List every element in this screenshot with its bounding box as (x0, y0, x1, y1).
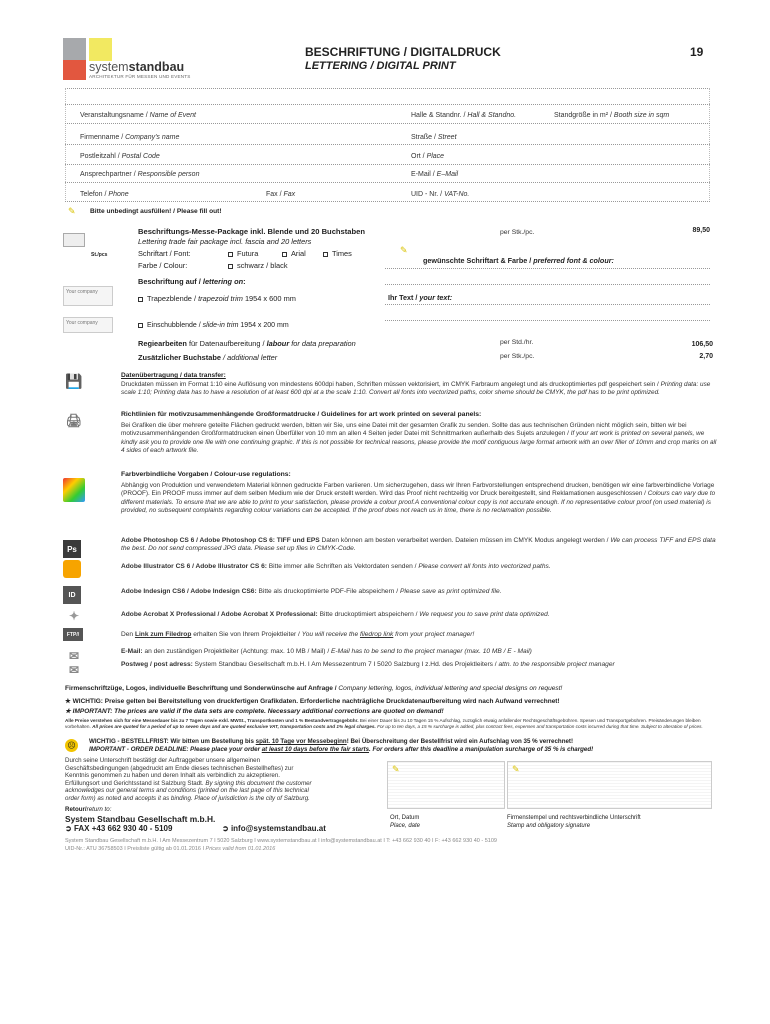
pen-icon: ✎ (68, 206, 76, 216)
your-text-line[interactable] (385, 304, 710, 305)
sample-slide-icon: Your company (63, 317, 113, 333)
footer-validity: UID-Nr.: ATU 36758503 I Preisliste gültig ab 01.01.2016 I Prices valid from 01.01.2016 (65, 846, 276, 852)
colour-option-black[interactable]: schwarz / black (228, 261, 288, 270)
page-title: BESCHRIFTUNG / DIGITALDRUCK (305, 45, 501, 59)
data-transfer-body: Druckdaten müssen im Format 1:10 eine Auflösung von mindestens 600dpi haben, Schriften müssen vektorisiert, im CMYK Farbraum angelegt und als druckoptimiertes pdf gespeichert sein / Printing data: use scale 1:10; Printing data has to have a resolution of at least 600 dpi at a the scale 1:10. Convert all fonts into vectorized paths, color sheme should be CMYK, the pdf has to be print optimized. (121, 381, 711, 397)
email-icon: ✉ (68, 649, 80, 663)
package-title: Beschriftungs-Messe-Package inkl. Blende und 20 Buchstaben (138, 227, 366, 236)
event-name-field[interactable]: Veranstaltungsname / Name of Event (80, 112, 196, 119)
street-field[interactable]: Straße / Street (411, 134, 457, 141)
package-icon-fascia (63, 233, 85, 247)
pen-icon: ✎ (512, 764, 520, 774)
return-fax: ➲ FAX +43 662 930 40 - 5109 (65, 824, 173, 833)
illustrator-text: Adobe Illustrator CS 6 / Adobe Illustrator CS 6: Bitte immer alle Schriften als Vektordaten senden / Please convert all fonts into vectorized paths. (121, 563, 551, 570)
ftp-icon: FTP// (63, 628, 83, 641)
checkbox-icon[interactable] (138, 297, 143, 302)
extra-letter-price: 2,70 (699, 353, 713, 360)
acrobat-icon: ✦ (68, 609, 80, 623)
font-option-arial[interactable]: Arial (282, 249, 306, 258)
fax-field[interactable]: Fax / Fax (266, 191, 296, 198)
stamp-label: Firmenstempel und rechtsverbindliche Unterschrift Stamp and obligatory signature (507, 815, 641, 829)
floppy-icon: 💾 (65, 372, 83, 389)
illustrator-icon (63, 560, 81, 578)
page-number: 19 (690, 45, 704, 59)
fill-out-note: Bitte unbedingt ausfüllen! / Please fill out! (90, 208, 222, 215)
ftp-text: Den Link zum Filedrop erhalten Sie von Ihrem Projektleiter / You will receive the filedrop link from your project manager! (121, 631, 475, 638)
package-unit: per Stk./pc. (500, 229, 535, 236)
guidelines-body: Bei Grafiken die über mehrere geteilte Flächen gedruckt werden, bitten wir Sie, uns eine Datei mit der gesamten Grafik zu senden. Sollte das aus technischen Gründen nicht möglich sein, bitten wir bei motivzusammenhängenden Großformatdrucken einen Überfüller von 10 mm an allen 4 Seiten jeder Datei mit Schnittmarken außerhalb des Sujets anzulegen / If your art work is printed on several panels, we kindly ask you to provide one file with one continuing graphic. If this is not possible for technical reasons, please provide the motif contiguous large format artwork with an over filler of 10mm and crop marks on all 4 sides of each artwork file. (121, 422, 717, 454)
important-en: ★ IMPORTANT: The prices are valid if the data sets are complete. Necessary additional corrections are quoted on demand! (65, 708, 444, 715)
phone-field[interactable]: Telefon / Phone (80, 191, 129, 198)
checkbox-icon[interactable] (323, 252, 328, 257)
colour-regulations-body: Abhängig von Produktion und verwendetem Material können gedruckte Farben variieren. Um sicherzugehen, dass wir Ihren Farbvorstellungen entsprechend drucken, benötigen wir eine farbverbindliche Vorlage (PROOF). Ein PROOF muss immer auf dem selben Medium wie der Druck erstellt werden. Wird das Proof nicht rechtzeitig vor Druck bereitgestellt, sind Reklamationen ausgeschlossen / Colours can vary due to different materials. To ensure that we are able to print to your satisfaction, please provide a colour proof.A conventional colour copy is not accurate enough. If no representative colour proof (on used material) is provided, no subsequent complaints regarding colour variations can be accepted. If the proof does not reach us in time, there is no reclamation possible. (121, 482, 716, 514)
colour-fan-icon (63, 478, 85, 502)
footer-address: System Standbau Gesellschaft m.b.H. I Am Messezentrum 7 I 5020 Salzburg I www.systemstandbau.at I info@systemstandbau.at I T: +43 662 930 40 I F: +43 662 930 40 - 5109 (65, 838, 497, 844)
return-email: ➲ info@systemstandbau.at (222, 824, 326, 833)
extra-letter-unit: per Stk./pc. (500, 353, 535, 360)
acrobat-text: Adobe Acrobat X Professional / Adobe Acrobat X Professional: Bitte druckoptimiert abspeichern / We request you to save print data optimized. (121, 611, 550, 618)
package-icon-label: St./pcs (91, 252, 108, 258)
slide-option[interactable]: Einschubblende / slide-in trim 1954 x 200 mm (138, 322, 289, 329)
extra-letter-label: Zusätzlicher Buchstabe / additional letter (138, 353, 278, 362)
checkbox-icon[interactable] (228, 252, 233, 257)
post-icon: ✉ (68, 663, 80, 677)
company-field[interactable]: Firmenname / Company's name (80, 134, 180, 141)
vat-field[interactable]: UID - Nr. / VAT-No. (411, 191, 470, 198)
preferred-font-label: gewünschte Schriftart & Farbe / preferred font & colour: (423, 256, 614, 265)
sample-trapez-icon: Your company (63, 286, 113, 306)
brand-tagline: ARCHITEKTUR FÜR MESSEN UND EVENTS (89, 74, 191, 79)
form-row-line (65, 123, 710, 124)
preferred-font-line[interactable] (385, 268, 710, 269)
warning-smiley-icon: ☹ (65, 739, 78, 752)
logo-square-gray (63, 38, 86, 61)
deadline-en: IMPORTANT - ORDER DEADLINE: Please place your order at least 10 days before the fair starts. For orders after this deadline a manipulation surcharge of 35 % is charged! (89, 746, 594, 753)
checkbox-icon[interactable] (138, 323, 143, 328)
colour-label: Farbe / Colour: (138, 261, 188, 270)
page-subtitle: LETTERING / DIGITAL PRINT (305, 60, 456, 72)
form-row-line (65, 182, 710, 183)
star-icon: ★ (65, 708, 71, 715)
postal-code-field[interactable]: Postleitzahl / Postal Code (80, 153, 160, 160)
return-company: System Standbau Gesellschaft m.b.H. (65, 814, 216, 824)
special-requests: Firmenschriftzüge, Logos, individuelle Beschriftung und Sonderwünsche auf Anfrage / Company lettering, logos, individual lettering and special designs on request! (65, 685, 563, 692)
your-text-line-2[interactable] (385, 320, 710, 321)
hall-field[interactable]: Halle & Standnr. / Hall & Standno. (411, 112, 517, 119)
form-row-line (65, 144, 710, 145)
post-text: Postweg / post adress: System Standbau Gesellschaft m.b.H. I Am Messezentrum 7 I 5020 Salzburg I z.Hd. des Projektleiters / attn. to the responsible project manager (121, 661, 615, 668)
colour-regulations-title: Farbverbindliche Vorgaben / Colour-use regulations: (121, 471, 291, 478)
font-option-futura[interactable]: Futura (228, 249, 258, 258)
your-text-label: Ihr Text / your text: (388, 293, 453, 302)
rework-label: Regiearbeiten für Datenaufbereitung / labour for data preparation (138, 339, 356, 348)
important-de: ★ WICHTIG: Preise gelten bei Bereitstellung von druckfertigen Grafikdaten. Erforderliche nachträgliche Druckdatenaufbereitung wird nach Aufwand verrechnet! (65, 698, 560, 705)
pen-icon: ✎ (392, 764, 400, 774)
font-option-times[interactable]: Times (323, 249, 352, 258)
preferred-font-line-2[interactable] (385, 284, 710, 285)
brand-name: systemstandbau (89, 60, 185, 74)
checkbox-icon[interactable] (228, 264, 233, 269)
price-terms: Alle Preise verstehen sich für eine Messedauer bis zu 7 Tagen sowie exkl. MWSt., Transportkosten und 1 % Bestandvertragsgebühr. Bei einer Dauer bis zu 10 Tagen 15 % Aufschlag, zuzüglich etwaig anfallender Rechtsgeschäftsgebühren. Spesen und Transportgebühren. Preisänderungen bleiben vorbehalten. All prices are quoted for a period of up to seven days and are quoted exclusive VAT, transportation costs and 1% legal charges. For up to ten days, a 15 % surcharge is added, plus contract fees, expenses and transportation costs incurred during that time. Subject to alteration of prices. (65, 718, 703, 729)
form-box-inner-line (65, 104, 710, 105)
city-field[interactable]: Ort / Place (411, 153, 445, 160)
package-title-en: Lettering trade fair package incl. fascia and 20 letters (138, 237, 312, 246)
filedrop-link[interactable]: Link zum Filedrop (134, 631, 192, 638)
form-row-line (65, 164, 710, 165)
indesign-icon: ID (63, 586, 81, 604)
rework-price: 106,50 (691, 341, 713, 348)
return-label: Retour/return to: (65, 806, 112, 813)
form-row-line (65, 201, 710, 202)
indesign-text: Adobe Indesign CS6 / Adobe Indesign CS6: Bitte als druckoptimierte PDF-File abspeichern / Please save as print optimized file. (121, 588, 502, 595)
booth-size-field[interactable]: Standgröße in m² / Booth size in sqm (554, 112, 670, 119)
filedrop-link-en[interactable]: filedrop link (359, 631, 394, 638)
guidelines-title: Richtlinien für motivzusammenhängende Großformatdrucke / Guidelines for art work printed on several panels: (121, 411, 482, 418)
checkbox-icon[interactable] (282, 252, 287, 257)
star-icon: ★ (65, 698, 71, 705)
lettering-on-label: Beschriftung auf / lettering on: (138, 277, 246, 286)
date-signature-box[interactable] (387, 761, 505, 809)
contact-person-field[interactable]: Ansprechpartner / Responsible person (80, 171, 200, 178)
confirm-text: Durch seine Unterschrift bestätigt der Auftraggeber unsere allgemeinen Geschäftsbedingungen (abgedruckt am Ende dieses technischen Bestellheftes) zur Kenntnis genommen zu haben und deren Inhalt als verbindlich zu akzeptieren. Erfüllungsort und Gerichtsstand ist Salzburg Stadt. By signing this document the customer acknowledges our general terms and conditions (printed on the last page of this technical order form) as noted and accepts it as binding. Place of jurisdiction is the city of Salzburg. (65, 757, 312, 802)
photoshop-text: Adobe Photoshop CS 6 / Adobe Photoshop CS 6: TIFF und EPS Daten können am besten verarbeitet werden. Dateien müssen im CMYK Modus angelegt werden / We can process TIFF and EPS data the best. Do not send compressed JPG data. Please set up files in CMYK-Code. (121, 537, 716, 553)
trapez-option[interactable]: Trapezblende / trapezoid trim 1954 x 600 mm (138, 294, 296, 303)
deadline-de: WICHTIG - BESTELLFRIST: Wir bitten um Bestellung bis spät. 10 Tage vor Messebeginn! Bei Überschreitung der Bestellfrist wird ein Aufschlag von 35 % verrechnet! (89, 738, 574, 745)
place-date-label: Ort, Datum Place, date (390, 815, 421, 829)
printer-icon: 🖨 (65, 413, 83, 428)
logo-square-red (63, 60, 86, 80)
rework-unit: per Std./hr. (500, 339, 534, 346)
logo-square-yellow (89, 38, 112, 61)
data-transfer-title: Datenübertragung / data transfer: (121, 372, 226, 379)
package-price: 89,50 (692, 227, 710, 234)
email-text: E-Mail: an den zuständigen Projektleiter (Achtung: max. 10 MB / Mail) / E-Mail has to be send to the project manager (max. 10 MB / E - Mail) (121, 648, 532, 655)
email-field[interactable]: E-Mail / E–Mail (411, 171, 459, 178)
stamp-signature-box[interactable] (507, 761, 712, 809)
pen-icon: ✎ (400, 245, 408, 255)
font-label: Schriftart / Font: (138, 249, 191, 258)
photoshop-icon: Ps (63, 540, 81, 558)
